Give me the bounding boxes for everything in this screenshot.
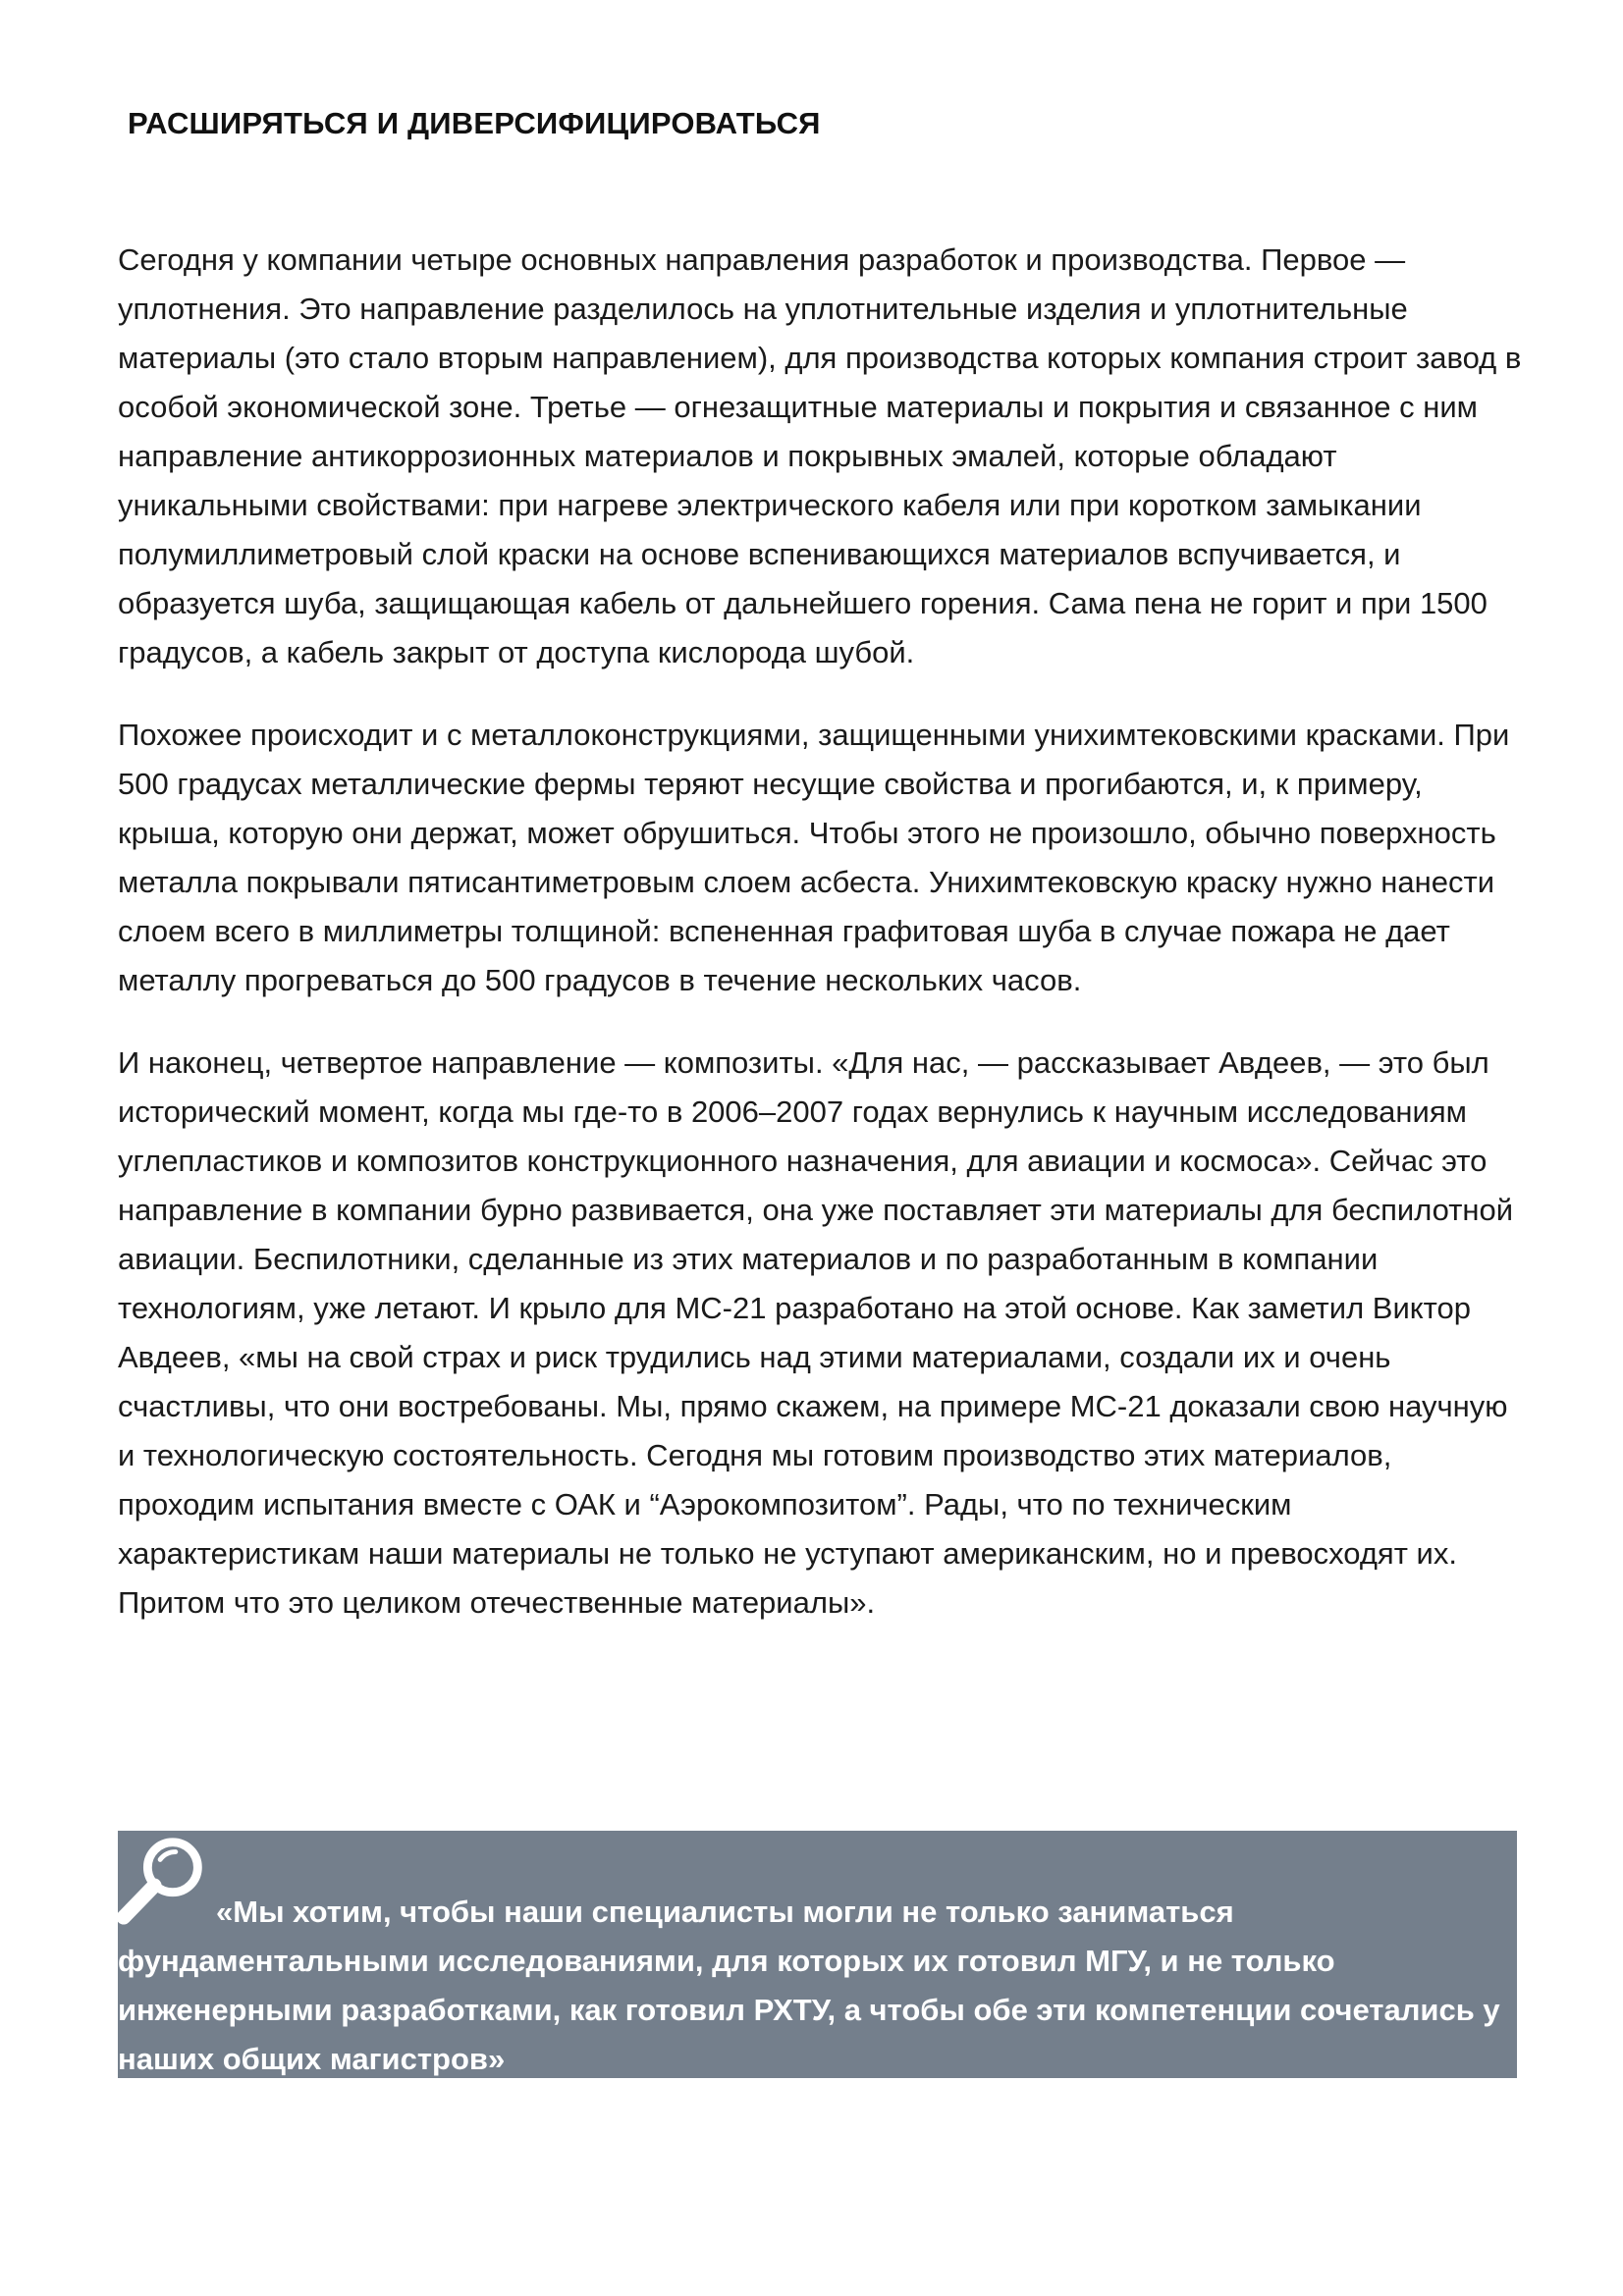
paragraph: Сегодня у компании четыре основных направления разработок и производства. Первое — уплотнения. Это направление разделилось на уплотнительные изделия и уплотнительные материалы (это стало вторым направлением), для производства которых компания строит завод в особой экономической зоне. Третье — огнезащитные материалы и покрытия и связанное с ним направление антикоррозионных материалов и покрывных эмалей, которые обладают уникальными свойствами: при нагреве электрического кабеля или при коротком замыкании полумиллиметровый слой краски на основе вспенивающихся материалов вспучивается, и образуется шуба, защищающая кабель от дальнейшего горения. Сама пена не горит и при 1500 градусов, а кабель закрыт от доступа кислорода шубой. bbox=[118, 242, 1522, 669]
paragraph: Похожее происходит и с металлоконструкциями, защищенными унихимтековскими красками. При 500 градусах металлические фермы теряют несущие свойства и прогибаются, и, к примеру, крыша, которую они держат, может обрушиться. Чтобы этого не произошло, обычно поверхность металла покрывали пятисантиметровым слоем асбеста. Унихимтековскую краску нужно нанести слоем всего в миллиметры толщиной: вспененная графитовая шуба в случае пожара не дает металлу прогреваться до 500 градусов в течение нескольких часов. bbox=[118, 718, 1510, 997]
section-heading: РАСШИРЯТЬСЯ И ДИВЕРСИФИЦИРОВАТЬСЯ bbox=[128, 106, 821, 140]
article-body bbox=[118, 236, 1522, 1661]
paragraph: И наконец, четвертое направление — композиты. «Для нас, — рассказывает Авдеев, — это был исторический момент, когда мы где-то в 2006–2007 годах вернулись к научным исследованиям углепластиков и композитов конструкционного назначения, для авиации и космоса». Сейчас это направление в компании бурно развивается, она уже поставляет эти материалы для беспилотной авиации. Беспилотники, сделанные из этих материалов и по разработанным в компании технологиям, уже летают. И крыло для МС-21 разработано на этой основе. Как заметил Виктор Авдеев, «мы на свой страх и риск трудились над этими материалами, создали их и очень счастливы, что они востребованы. Мы, прямо скажем, на примере МС-21 доказали свою научную и технологическую состоятельность. Сегодня мы готовим производство этих материалов, проходим испытания вместе с ОАК и “Аэрокомпозитом”. Рады, что по техническим характеристикам наши материалы не только не уступают американским, но и превосходят их. Притом что это целиком отечественные материалы». bbox=[118, 1045, 1514, 1620]
pull-quote-box bbox=[118, 1831, 1517, 2078]
pull-quote-text: «Мы хотим, чтобы наши специалисты могли не только заниматься фундаментальными исследованиями, для которых их готовил МГУ, и не только инженерными разработками, как готовил РХТУ, а чтобы обе эти компетенции сочетались у наших общих магистров» bbox=[118, 1895, 1500, 2076]
